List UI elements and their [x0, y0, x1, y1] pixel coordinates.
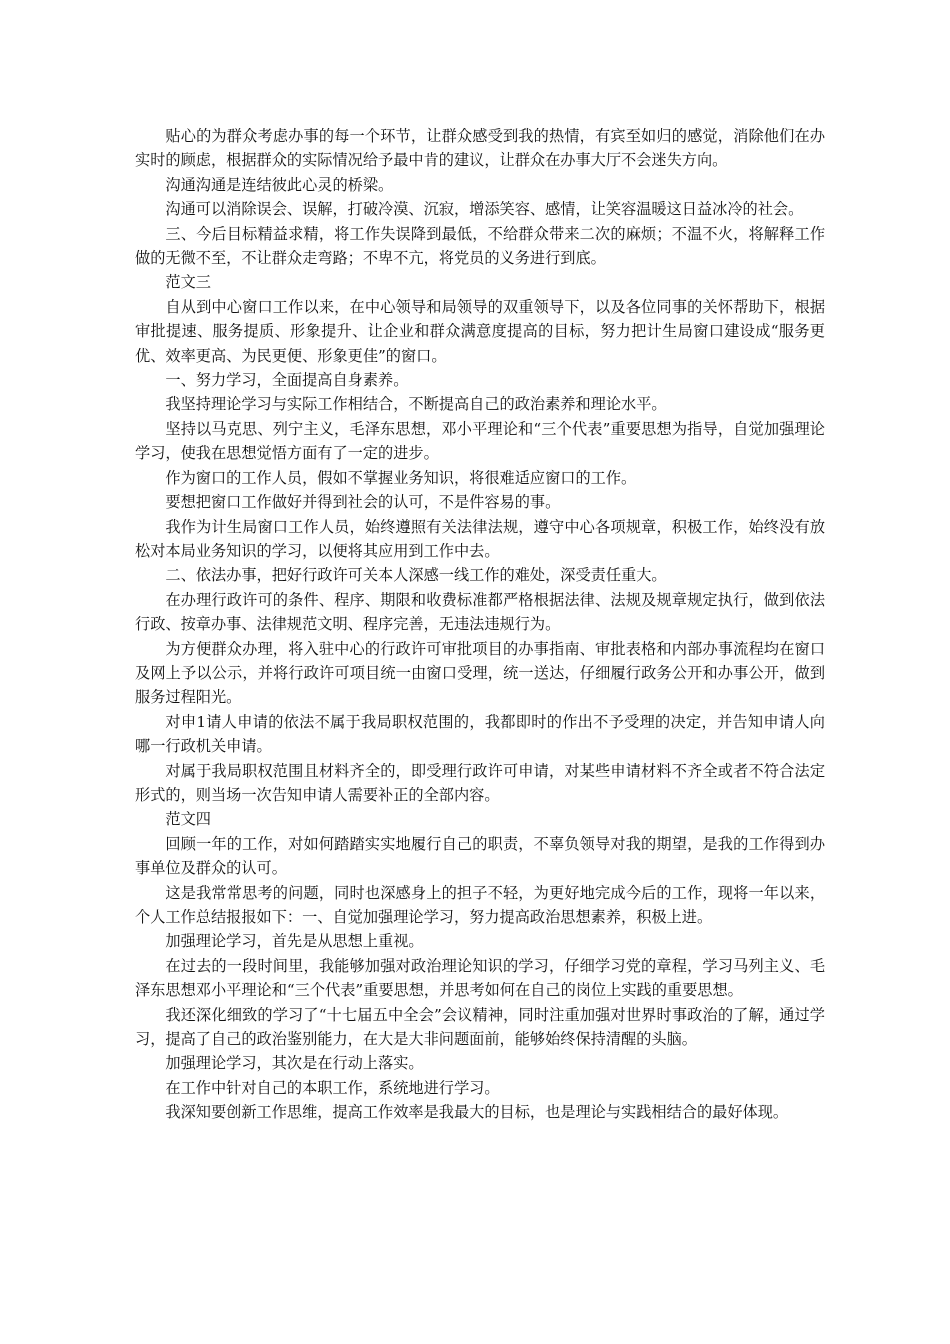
- paragraph: 加强理论学习，其次是在行动上落实。: [165, 1054, 424, 1073]
- section-heading: 范文四: [165, 810, 211, 829]
- paragraph: 我坚持理论学习与实际工作相结合，不断提高自己的政治素养和理论水平。: [165, 395, 667, 414]
- paragraph: 我深知要创新工作思维，提高工作效率是我最大的目标，也是理论与实践相结合的最好体现。: [165, 1103, 789, 1122]
- paragraph: 加强理论学习，首先是从思想上重视。: [165, 932, 424, 951]
- paragraph: 三、今后目标精益求精，将工作失误降到最低，不给群众带来二次的麻烦；不温不火，将解释工作做的无微不至，不让群众走弯路；不卑不亢，将党员的义务进行到底。: [135, 224, 825, 268]
- paragraph: 在过去的一段时间里，我能够加强对政治理论知识的学习，仔细学习党的章程，学习马列主义、毛泽东思想邓小平理论和“三个代表”重要思想，并思考如何在自己的岗位上实践的重要思想。: [135, 956, 825, 1000]
- document-body: [135, 124, 825, 1125]
- paragraph: 对申1请人申请的依法不属于我局职权范围的，我都即时的作出不予受理的决定，并告知申请人向哪一行政机关申请。: [135, 712, 825, 756]
- section-heading: 范文三: [165, 273, 211, 292]
- paragraph: 对属于我局职权范围且材料齐全的，即受理行政许可申请，对某些申请材料不齐全或者不符合法定形式的，则当场一次告知申请人需要补正的全部内容。: [135, 761, 825, 804]
- paragraph: 为方便群众办理，将入驻中心的行政许可审批项目的办事指南、审批表格和内部办事流程均在窗口及网上予以公示，并将行政许可项目统一由窗口受理，统一送达，仔细履行政务公开和办事公开，做到服务过程阳光。: [135, 639, 825, 707]
- paragraph: 回顾一年的工作，对如何踏踏实实地履行自己的职责，不辜负领导对我的期望，是我的工作得到办事单位及群众的认可。: [135, 834, 825, 878]
- paragraph: 自从到中心窗口工作以来，在中心领导和局领导的双重领导下，以及各位同事的关怀帮助下，根据审批提速、服务提质、形象提升、让企业和群众满意度提高的目标，努力把计生局窗口建设成“服务更优、效率更高、为民更便、形象更佳”的窗口。: [135, 297, 825, 365]
- paragraph: 坚持以马克思、列宁主义，毛泽东思想，邓小平理论和“三个代表”重要思想为指导，自觉加强理论学习，使我在思想觉悟方面有了一定的进步。: [135, 419, 825, 463]
- paragraph: 我作为计生局窗口工作人员，始终遵照有关法律法规，遵守中心各项规章，积极工作，始终没有放松对本局业务知识的学习，以便将其应用到工作中去。: [135, 517, 825, 560]
- paragraph: 在工作中针对自己的本职工作，系统地进行学习。: [165, 1078, 500, 1097]
- paragraph: 在办理行政许可的条件、程序、期限和收费标准都严格根据法律、法规及规章规定执行，做到依法行政、按章办事、法律规范文明、程序完善，无违法违规行为。: [135, 590, 825, 634]
- paragraph: 一、努力学习，全面提高自身素养。: [165, 371, 409, 390]
- paragraph: 要想把窗口工作做好并得到社会的认可，不是件容易的事。: [165, 493, 561, 512]
- paragraph: 贴心的为群众考虑办事的每一个环节，让群众感受到我的热情，有宾至如归的感觉，消除他们在办实时的顾虑，根据群众的实际情况给予最中肯的建议，让群众在办事大厅不会迷失方向。: [135, 127, 825, 170]
- paragraph: 沟通可以消除误会、误解，打破冷漠、沉寂，增添笑容、感情，让笑容温暖这日益冰冷的社会。: [165, 200, 804, 219]
- paragraph: 我还深化细致的学习了“十七届五中全会”会议精神，同时注重加强对世界时事政治的了解，通过学习，提高了自己的政治鉴别能力，在大是大非问题面前，能够始终保持清醒的头脑。: [135, 1005, 825, 1049]
- paragraph: 这是我常常思考的问题，同时也深感身上的担子不轻，为更好地完成今后的工作，现将一年以来，个人工作总结报报如下：一、自觉加强理论学习，努力提高政治思想素养，积极上进。: [135, 883, 825, 926]
- paragraph: 二、依法办事，把好行政许可关本人深感一线工作的难处，深受责任重大。: [165, 566, 667, 585]
- paragraph: 沟通沟通是连结彼此心灵的桥梁。: [165, 175, 394, 194]
- paragraph: 作为窗口的工作人员，假如不掌握业务知识，将很难适应窗口的工作。: [165, 468, 637, 487]
